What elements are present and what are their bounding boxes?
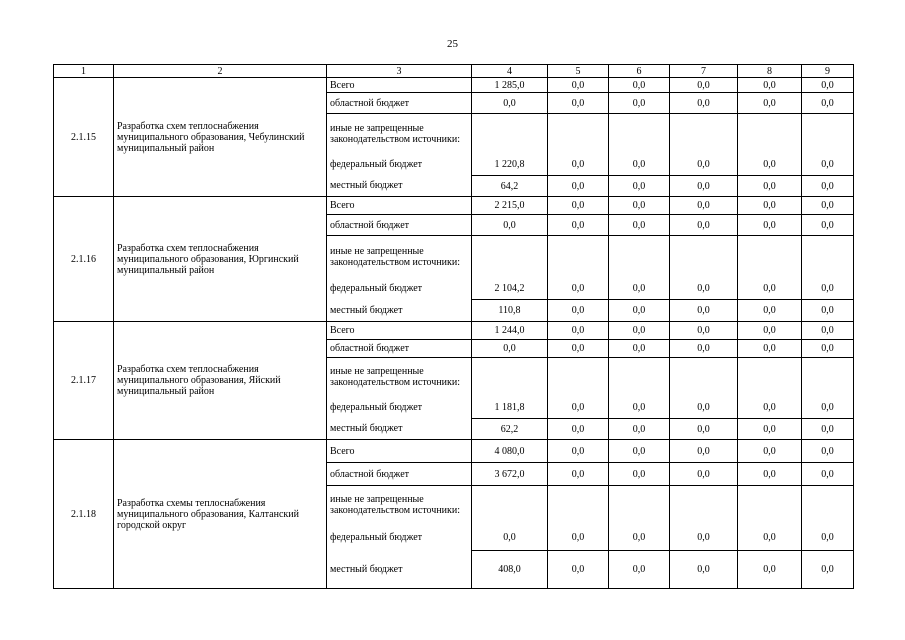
value-cell: 62,2 bbox=[472, 419, 548, 440]
value-cell: 1 244,0 bbox=[472, 322, 548, 340]
value-cell: 0,0 bbox=[472, 525, 548, 551]
value-cell: 0,0 bbox=[670, 278, 738, 300]
value-cell: 0,0 bbox=[609, 300, 670, 322]
value-cell: 0,0 bbox=[548, 463, 609, 486]
value-cell: 0,0 bbox=[738, 551, 802, 589]
value-cell: 0,0 bbox=[548, 197, 609, 215]
value-cell: 0,0 bbox=[548, 440, 609, 463]
source-label: областной бюджет bbox=[327, 340, 472, 358]
item-name: Разработка схем теплоснабжения муниципального образования, Яйский муниципальный район bbox=[114, 322, 327, 440]
value-cell bbox=[802, 114, 854, 154]
value-cell bbox=[472, 236, 548, 278]
value-cell: 0,0 bbox=[548, 215, 609, 236]
value-cell: 64,2 bbox=[472, 176, 548, 197]
value-cell: 0,0 bbox=[670, 300, 738, 322]
value-cell: 0,0 bbox=[670, 93, 738, 114]
source-label: федеральный бюджет bbox=[327, 278, 472, 300]
header-cell: 5 bbox=[548, 65, 609, 78]
value-cell: 0,0 bbox=[802, 340, 854, 358]
source-label: местный бюджет bbox=[327, 551, 472, 589]
value-cell: 0,0 bbox=[738, 525, 802, 551]
value-cell: 0,0 bbox=[548, 419, 609, 440]
source-label: иные не запрещенные законодательством источники: bbox=[327, 486, 472, 525]
header-cell: 3 bbox=[327, 65, 472, 78]
header-cell: 4 bbox=[472, 65, 548, 78]
item-name: Разработка схемы теплоснабжения муниципального образования, Калтанский городской округ bbox=[114, 440, 327, 589]
value-cell: 4 080,0 bbox=[472, 440, 548, 463]
value-cell bbox=[609, 358, 670, 397]
value-cell bbox=[670, 114, 738, 154]
value-cell bbox=[738, 236, 802, 278]
value-cell: 0,0 bbox=[802, 176, 854, 197]
value-cell bbox=[738, 486, 802, 525]
value-cell: 0,0 bbox=[738, 300, 802, 322]
value-cell: 0,0 bbox=[609, 176, 670, 197]
table-row bbox=[54, 197, 854, 215]
value-cell: 0,0 bbox=[738, 419, 802, 440]
value-cell: 0,0 bbox=[738, 197, 802, 215]
value-cell: 0,0 bbox=[548, 300, 609, 322]
value-cell bbox=[802, 236, 854, 278]
item-name: Разработка схем теплоснабжения муниципального образования, Чебулинский муниципальный район bbox=[114, 78, 327, 197]
value-cell: 0,0 bbox=[802, 78, 854, 93]
budget-table bbox=[53, 64, 854, 589]
table-row bbox=[54, 78, 854, 93]
source-label: Всего bbox=[327, 78, 472, 93]
value-cell: 0,0 bbox=[609, 440, 670, 463]
source-label: федеральный бюджет bbox=[327, 525, 472, 551]
value-cell: 0,0 bbox=[738, 440, 802, 463]
source-label: иные не запрещенные законодательством источники: bbox=[327, 114, 472, 154]
header-cell: 2 bbox=[114, 65, 327, 78]
value-cell: 0,0 bbox=[670, 215, 738, 236]
value-cell: 0,0 bbox=[609, 93, 670, 114]
value-cell: 0,0 bbox=[609, 340, 670, 358]
source-label: Всего bbox=[327, 322, 472, 340]
value-cell: 0,0 bbox=[609, 154, 670, 176]
source-label: Всего bbox=[327, 197, 472, 215]
value-cell bbox=[472, 486, 548, 525]
value-cell: 0,0 bbox=[802, 419, 854, 440]
table-row bbox=[54, 440, 854, 463]
header-cell: 8 bbox=[738, 65, 802, 78]
value-cell: 0,0 bbox=[670, 154, 738, 176]
value-cell bbox=[472, 114, 548, 154]
value-cell: 0,0 bbox=[472, 215, 548, 236]
value-cell bbox=[548, 236, 609, 278]
value-cell: 0,0 bbox=[670, 551, 738, 589]
value-cell: 0,0 bbox=[548, 278, 609, 300]
value-cell bbox=[609, 486, 670, 525]
value-cell: 408,0 bbox=[472, 551, 548, 589]
value-cell: 0,0 bbox=[670, 176, 738, 197]
item-code: 2.1.17 bbox=[54, 322, 114, 440]
value-cell: 0,0 bbox=[548, 551, 609, 589]
value-cell: 0,0 bbox=[802, 463, 854, 486]
value-cell bbox=[670, 236, 738, 278]
source-label: местный бюджет bbox=[327, 300, 472, 322]
value-cell: 0,0 bbox=[802, 197, 854, 215]
source-label: местный бюджет bbox=[327, 419, 472, 440]
value-cell: 0,0 bbox=[738, 93, 802, 114]
value-cell: 0,0 bbox=[609, 551, 670, 589]
value-cell: 0,0 bbox=[609, 463, 670, 486]
source-label: областной бюджет bbox=[327, 93, 472, 114]
value-cell: 0,0 bbox=[738, 463, 802, 486]
header-cell: 1 bbox=[54, 65, 114, 78]
header-cell: 9 bbox=[802, 65, 854, 78]
value-cell: 0,0 bbox=[670, 397, 738, 419]
source-label: иные не запрещенные законодательством источники: bbox=[327, 236, 472, 278]
source-label: Всего bbox=[327, 440, 472, 463]
value-cell: 0,0 bbox=[802, 525, 854, 551]
value-cell bbox=[802, 358, 854, 397]
value-cell: 0,0 bbox=[670, 525, 738, 551]
value-cell: 0,0 bbox=[609, 525, 670, 551]
value-cell: 0,0 bbox=[738, 78, 802, 93]
value-cell: 0,0 bbox=[802, 93, 854, 114]
value-cell: 0,0 bbox=[609, 278, 670, 300]
value-cell: 0,0 bbox=[670, 340, 738, 358]
value-cell: 0,0 bbox=[738, 278, 802, 300]
value-cell: 0,0 bbox=[670, 78, 738, 93]
page-number: 25 bbox=[447, 38, 458, 50]
value-cell: 0,0 bbox=[609, 322, 670, 340]
table-row bbox=[54, 322, 854, 340]
value-cell: 0,0 bbox=[802, 154, 854, 176]
value-cell: 2 215,0 bbox=[472, 197, 548, 215]
value-cell: 0,0 bbox=[802, 397, 854, 419]
value-cell: 0,0 bbox=[738, 397, 802, 419]
value-cell: 0,0 bbox=[548, 340, 609, 358]
item-code: 2.1.18 bbox=[54, 440, 114, 589]
value-cell: 1 220,8 bbox=[472, 154, 548, 176]
value-cell: 0,0 bbox=[802, 551, 854, 589]
value-cell: 0,0 bbox=[802, 300, 854, 322]
source-label: федеральный бюджет bbox=[327, 397, 472, 419]
value-cell: 0,0 bbox=[548, 93, 609, 114]
value-cell bbox=[738, 358, 802, 397]
value-cell bbox=[670, 358, 738, 397]
value-cell: 0,0 bbox=[609, 78, 670, 93]
value-cell bbox=[548, 358, 609, 397]
value-cell: 0,0 bbox=[670, 419, 738, 440]
value-cell bbox=[472, 358, 548, 397]
value-cell: 0,0 bbox=[670, 197, 738, 215]
item-code: 2.1.15 bbox=[54, 78, 114, 197]
value-cell bbox=[548, 114, 609, 154]
value-cell bbox=[609, 236, 670, 278]
value-cell: 0,0 bbox=[609, 397, 670, 419]
value-cell: 0,0 bbox=[548, 154, 609, 176]
value-cell: 0,0 bbox=[670, 322, 738, 340]
item-name: Разработка схем теплоснабжения муниципального образования, Юргинский муниципальный район bbox=[114, 197, 327, 322]
value-cell: 0,0 bbox=[609, 215, 670, 236]
value-cell: 0,0 bbox=[609, 419, 670, 440]
value-cell: 1 285,0 bbox=[472, 78, 548, 93]
value-cell bbox=[548, 486, 609, 525]
value-cell: 0,0 bbox=[472, 93, 548, 114]
value-cell: 0,0 bbox=[802, 440, 854, 463]
value-cell: 0,0 bbox=[548, 525, 609, 551]
item-code: 2.1.16 bbox=[54, 197, 114, 322]
value-cell: 0,0 bbox=[548, 78, 609, 93]
header-row bbox=[54, 65, 854, 78]
value-cell: 0,0 bbox=[548, 397, 609, 419]
value-cell: 0,0 bbox=[738, 176, 802, 197]
value-cell: 0,0 bbox=[670, 463, 738, 486]
value-cell: 0,0 bbox=[472, 340, 548, 358]
value-cell: 0,0 bbox=[548, 322, 609, 340]
value-cell: 110,8 bbox=[472, 300, 548, 322]
value-cell: 1 181,8 bbox=[472, 397, 548, 419]
value-cell: 3 672,0 bbox=[472, 463, 548, 486]
value-cell: 0,0 bbox=[738, 154, 802, 176]
header-cell: 7 bbox=[670, 65, 738, 78]
source-label: иные не запрещенные законодательством источники: bbox=[327, 358, 472, 397]
value-cell: 2 104,2 bbox=[472, 278, 548, 300]
value-cell bbox=[802, 486, 854, 525]
value-cell bbox=[609, 114, 670, 154]
source-label: федеральный бюджет bbox=[327, 154, 472, 176]
header-cell: 6 bbox=[609, 65, 670, 78]
value-cell: 0,0 bbox=[548, 176, 609, 197]
value-cell bbox=[670, 486, 738, 525]
value-cell: 0,0 bbox=[802, 322, 854, 340]
value-cell bbox=[738, 114, 802, 154]
value-cell: 0,0 bbox=[738, 340, 802, 358]
value-cell: 0,0 bbox=[670, 440, 738, 463]
source-label: местный бюджет bbox=[327, 176, 472, 197]
value-cell: 0,0 bbox=[609, 197, 670, 215]
value-cell: 0,0 bbox=[738, 215, 802, 236]
table-body bbox=[54, 65, 854, 589]
value-cell: 0,0 bbox=[802, 215, 854, 236]
source-label: областной бюджет bbox=[327, 215, 472, 236]
source-label: областной бюджет bbox=[327, 463, 472, 486]
value-cell: 0,0 bbox=[802, 278, 854, 300]
value-cell: 0,0 bbox=[738, 322, 802, 340]
